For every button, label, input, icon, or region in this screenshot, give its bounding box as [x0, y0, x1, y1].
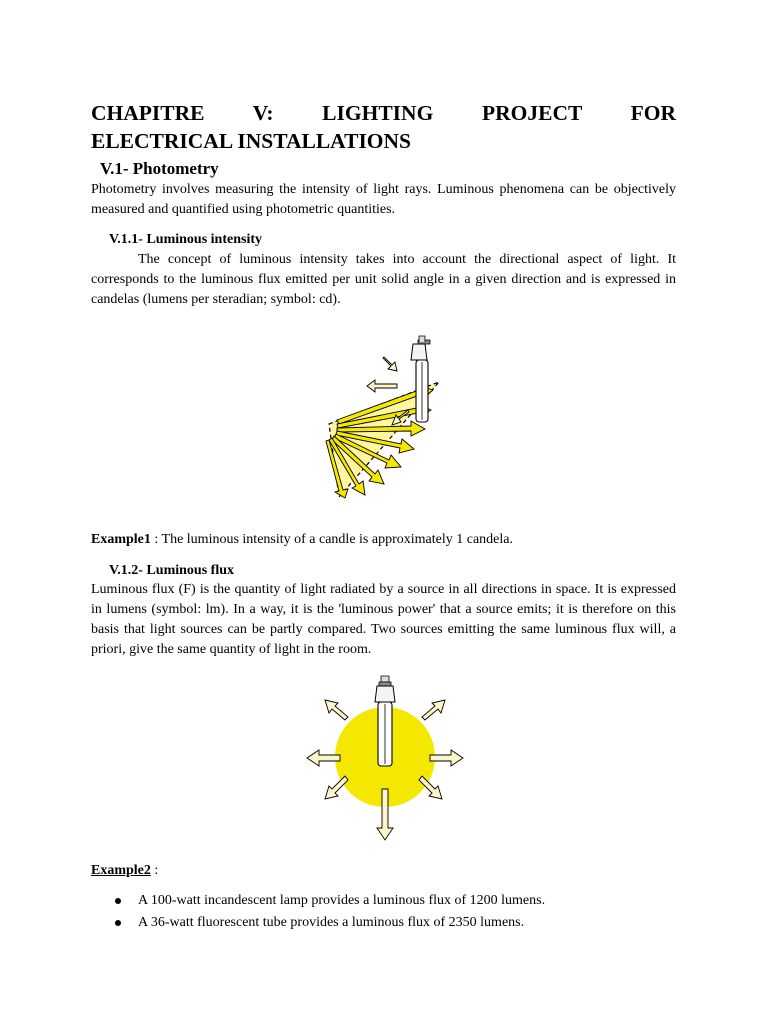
example2-label: Example2 [91, 863, 151, 878]
chapter-title-line1: CHAPITRE V: LIGHTING PROJECT FOR [91, 101, 676, 125]
photometry-paragraph: Photometry involves measuring the intensity of light rays. Luminous phenomena can be objectively measured and quantified using photometric quantities. [91, 182, 676, 217]
section-heading-luminous-flux: V.1.2- Luminous flux [109, 563, 235, 578]
section-heading-photometry: V.1- Photometry [100, 159, 219, 178]
chapter-title-line2: ELECTRICAL INSTALLATIONS [91, 129, 412, 153]
example1-label: Example1 [91, 532, 151, 547]
lamp [375, 676, 395, 766]
section-heading-luminous-intensity: V.1.1- Luminous intensity [109, 232, 263, 247]
luminous-intensity-figure [271, 332, 443, 500]
list-item: A 100-watt incandescent lamp provides a luminous flux of 1200 lumens. [91, 890, 545, 912]
luminous-flux-paragraph: Luminous flux (F) is the quantity of light radiated by a source in all directions in space. It is expressed in lumens (symbol: lm). In a way, it is the 'luminous power' that a source emits; it is therefore on this basis that light sources can be partly compared. Two sources emitting the same luminous flux will, a priori, give the same quantity of light in the room. [91, 582, 676, 657]
luminous-intensity-paragraph: The concept of luminous intensity takes into account the directional aspect of light. It corresponds to the luminous flux emitted per unit solid angle in a given direction and is expressed in candelas (lumens per steradian; symbol: cd). [91, 252, 676, 307]
example1-text: : The luminous intensity of a candle is approximately 1 candela. [150, 532, 513, 547]
example2-suffix: : [150, 863, 159, 878]
example2-heading [91, 861, 676, 881]
chapter-title [91, 99, 676, 155]
list-item: A 36-watt fluorescent tube provides a luminous flux of 2350 lumens. [91, 912, 545, 934]
luminous-flux-figure [305, 672, 467, 844]
example1-line [91, 530, 676, 550]
example2-list [91, 890, 545, 934]
